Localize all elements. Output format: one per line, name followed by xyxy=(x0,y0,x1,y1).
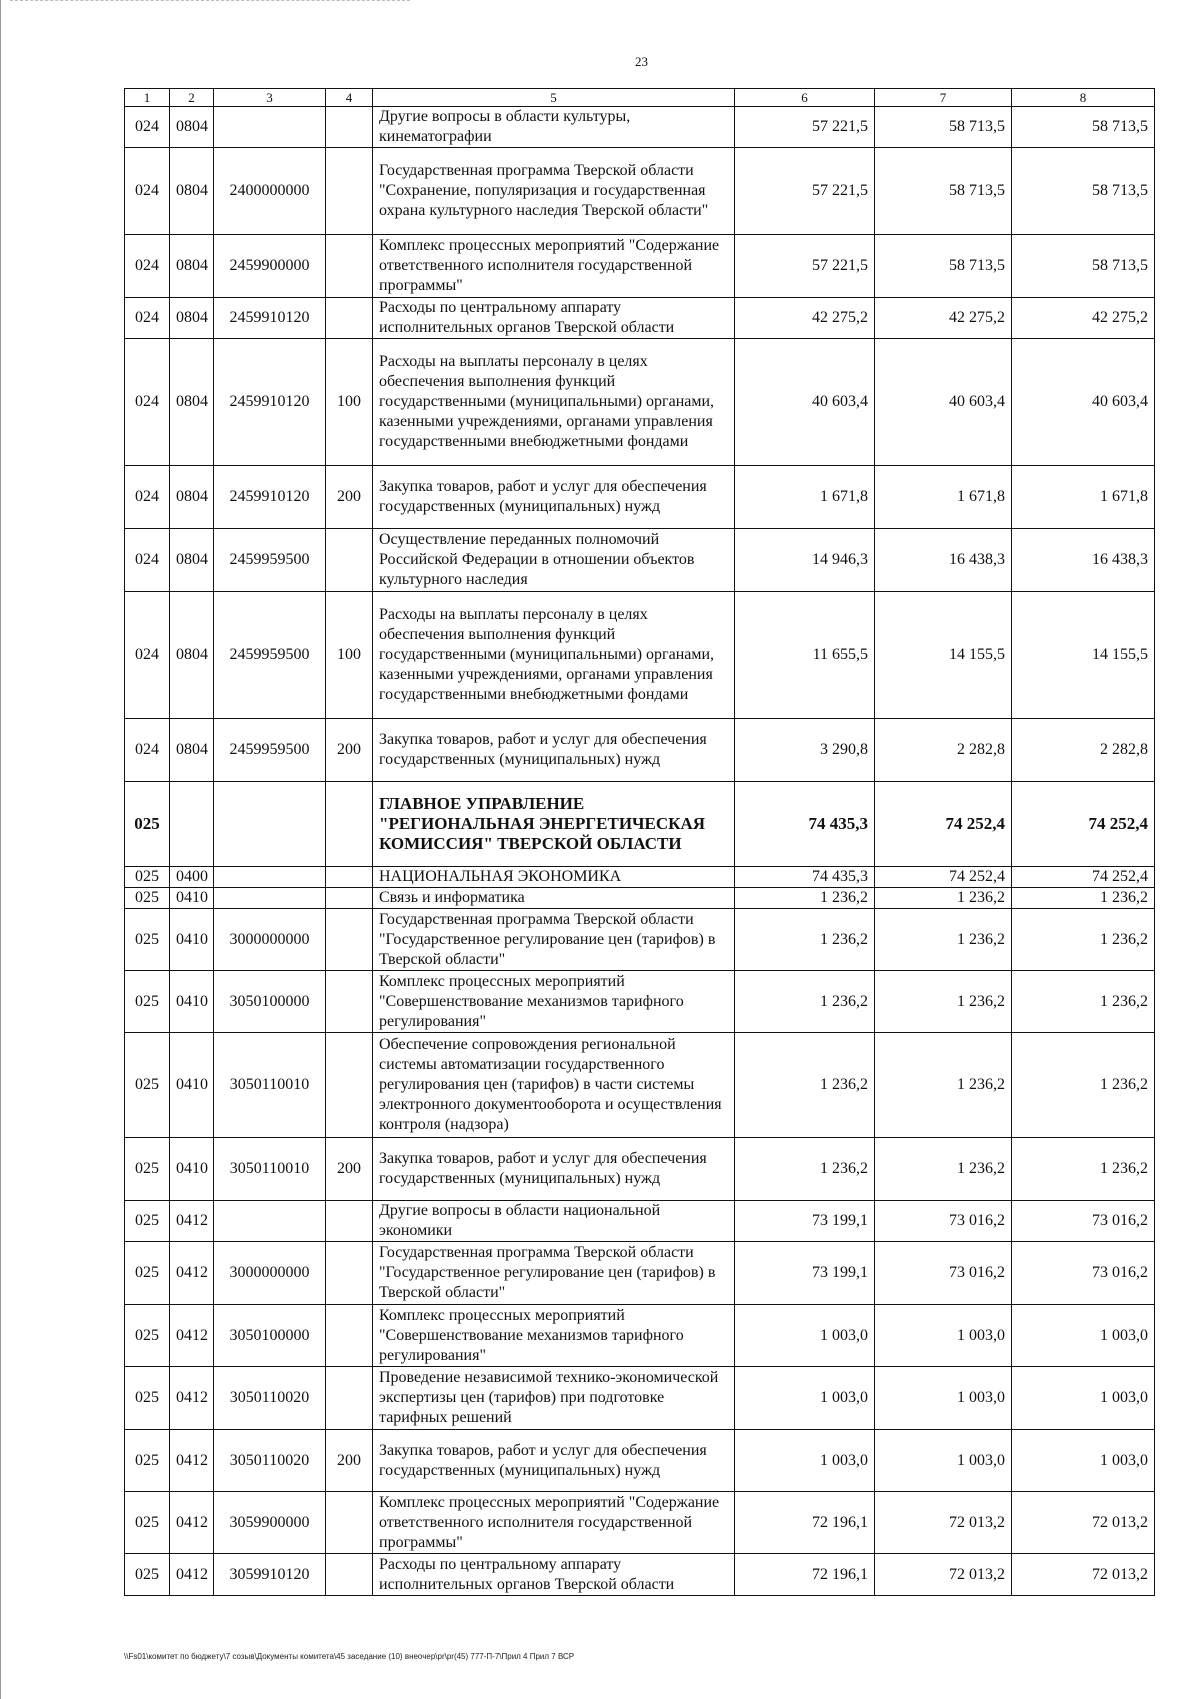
column-number-row xyxy=(125,89,1155,107)
amount-col7-cell: 1 003,0 xyxy=(875,1430,1012,1492)
target-article-cell: 2400000000 xyxy=(214,148,326,235)
expense-type-cell: 200 xyxy=(326,1430,373,1492)
expense-type-cell xyxy=(326,909,373,971)
target-article-cell: 3050100000 xyxy=(214,1305,326,1367)
expense-type-cell: 200 xyxy=(326,719,373,782)
table-row xyxy=(125,1430,1155,1492)
admin-code-cell: 025 xyxy=(125,888,170,909)
section-code-cell: 0400 xyxy=(170,867,214,888)
section-code-cell: 0412 xyxy=(170,1367,214,1430)
expense-type-cell xyxy=(326,1201,373,1242)
description-cell: Расходы по центральному аппарату исполнительных органов Тверской области xyxy=(373,298,735,339)
target-article-cell: 2459900000 xyxy=(214,235,326,298)
amount-col8-cell: 72 013,2 xyxy=(1012,1492,1155,1554)
target-article-cell: 3059910120 xyxy=(214,1554,326,1596)
target-article-cell: 2459910120 xyxy=(214,339,326,466)
amount-col8-cell: 1 236,2 xyxy=(1012,1033,1155,1138)
amount-col7-cell: 58 713,5 xyxy=(875,235,1012,298)
table-row xyxy=(125,1554,1155,1596)
amount-col8-cell: 16 438,3 xyxy=(1012,529,1155,592)
section-code-cell: 0804 xyxy=(170,339,214,466)
description-cell: Другие вопросы в области культуры, кинематографии xyxy=(373,107,735,148)
amount-col8-cell: 74 252,4 xyxy=(1012,782,1155,867)
expense-type-cell xyxy=(326,1305,373,1367)
scan-top-edge xyxy=(10,0,410,2)
description-cell: Расходы на выплаты персоналу в целях обеспечения выполнения функций государственными (муниципальными) органами, казенными учреждениями, органами управления государственными внебюджетными фондами xyxy=(373,339,735,466)
section-code-cell xyxy=(170,782,214,867)
amount-col7-cell: 16 438,3 xyxy=(875,529,1012,592)
table-row xyxy=(125,1305,1155,1367)
column-header: 5 xyxy=(373,89,735,107)
table-row xyxy=(125,888,1155,909)
description-cell: Закупка товаров, работ и услуг для обеспечения государственных (муниципальных) нужд xyxy=(373,719,735,782)
amount-col6-cell: 57 221,5 xyxy=(735,235,875,298)
expense-type-cell: 100 xyxy=(326,339,373,466)
amount-col6-cell: 1 236,2 xyxy=(735,909,875,971)
description-cell: Закупка товаров, работ и услуг для обеспечения государственных (муниципальных) нужд xyxy=(373,466,735,529)
table-row xyxy=(125,1242,1155,1305)
amount-col7-cell: 1 236,2 xyxy=(875,1033,1012,1138)
section-code-cell: 0804 xyxy=(170,107,214,148)
column-header: 6 xyxy=(735,89,875,107)
column-header: 8 xyxy=(1012,89,1155,107)
amount-col8-cell: 73 016,2 xyxy=(1012,1242,1155,1305)
expense-type-cell xyxy=(326,1367,373,1430)
admin-code-cell: 024 xyxy=(125,148,170,235)
table-row xyxy=(125,909,1155,971)
amount-col6-cell: 40 603,4 xyxy=(735,339,875,466)
table-row xyxy=(125,867,1155,888)
description-cell: Комплекс процессных мероприятий "Совершенствование механизмов тарифного регулирования" xyxy=(373,1305,735,1367)
amount-col7-cell: 73 016,2 xyxy=(875,1201,1012,1242)
description-cell: Государственная программа Тверской области "Сохранение, популяризация и государственная охрана культурного наследия Тверской области" xyxy=(373,148,735,235)
target-article-cell: 3050110010 xyxy=(214,1033,326,1138)
amount-col8-cell: 42 275,2 xyxy=(1012,298,1155,339)
target-article-cell: 3050100000 xyxy=(214,971,326,1033)
description-cell: ГЛАВНОЕ УПРАВЛЕНИЕ "РЕГИОНАЛЬНАЯ ЭНЕРГЕТИЧЕСКАЯ КОМИССИЯ" ТВЕРСКОЙ ОБЛАСТИ xyxy=(373,782,735,867)
table-row xyxy=(125,1201,1155,1242)
table-row xyxy=(125,1367,1155,1430)
amount-col6-cell: 1 003,0 xyxy=(735,1367,875,1430)
page-number: 23 xyxy=(635,54,648,69)
description-cell: Осуществление переданных полномочий Российской Федерации в отношении объектов культурного наследия xyxy=(373,529,735,592)
amount-col6-cell: 3 290,8 xyxy=(735,719,875,782)
admin-code-cell: 024 xyxy=(125,107,170,148)
amount-col7-cell: 72 013,2 xyxy=(875,1492,1012,1554)
table-body xyxy=(125,107,1155,1596)
amount-col6-cell: 57 221,5 xyxy=(735,148,875,235)
table-row xyxy=(125,107,1155,148)
amount-col8-cell: 14 155,5 xyxy=(1012,592,1155,719)
amount-col8-cell: 2 282,8 xyxy=(1012,719,1155,782)
column-header: 7 xyxy=(875,89,1012,107)
expense-type-cell xyxy=(326,867,373,888)
expense-type-cell xyxy=(326,529,373,592)
target-article-cell xyxy=(214,107,326,148)
section-code-cell: 0410 xyxy=(170,1033,214,1138)
description-cell: Государственная программа Тверской области "Государственное регулирование цен (тарифов) в Тверской области" xyxy=(373,909,735,971)
target-article-cell: 2459959500 xyxy=(214,719,326,782)
expense-type-cell: 100 xyxy=(326,592,373,719)
table-row xyxy=(125,1492,1155,1554)
amount-col6-cell: 1 671,8 xyxy=(735,466,875,529)
section-code-cell: 0410 xyxy=(170,1138,214,1201)
admin-code-cell: 025 xyxy=(125,1242,170,1305)
amount-col6-cell: 11 655,5 xyxy=(735,592,875,719)
table-row xyxy=(125,148,1155,235)
amount-col6-cell: 72 196,1 xyxy=(735,1492,875,1554)
amount-col7-cell: 1 236,2 xyxy=(875,971,1012,1033)
amount-col7-cell: 2 282,8 xyxy=(875,719,1012,782)
section-code-cell: 0412 xyxy=(170,1492,214,1554)
amount-col6-cell: 1 236,2 xyxy=(735,971,875,1033)
expense-type-cell xyxy=(326,1242,373,1305)
amount-col6-cell: 72 196,1 xyxy=(735,1554,875,1596)
target-article-cell xyxy=(214,867,326,888)
expense-type-cell xyxy=(326,782,373,867)
amount-col6-cell: 14 946,3 xyxy=(735,529,875,592)
target-article-cell: 3000000000 xyxy=(214,1242,326,1305)
amount-col8-cell: 1 236,2 xyxy=(1012,909,1155,971)
description-cell: Комплекс процессных мероприятий "Совершенствование механизмов тарифного регулирования" xyxy=(373,971,735,1033)
section-code-cell: 0804 xyxy=(170,298,214,339)
section-code-cell: 0804 xyxy=(170,719,214,782)
expense-type-cell xyxy=(326,298,373,339)
target-article-cell: 3050110020 xyxy=(214,1430,326,1492)
amount-col7-cell: 1 236,2 xyxy=(875,888,1012,909)
expense-type-cell xyxy=(326,1033,373,1138)
expense-type-cell xyxy=(326,1554,373,1596)
table-row xyxy=(125,1138,1155,1201)
target-article-cell: 3050110010 xyxy=(214,1138,326,1201)
target-article-cell: 2459959500 xyxy=(214,529,326,592)
table-row xyxy=(125,592,1155,719)
admin-code-cell: 024 xyxy=(125,592,170,719)
section-code-cell: 0410 xyxy=(170,971,214,1033)
table-row xyxy=(125,339,1155,466)
admin-code-cell: 024 xyxy=(125,339,170,466)
footer-file-path: \\Fs01\комитет по бюджету\7 созыв\Документы комитета\45 заседание (10) внеочер\pr\pr(45) 777-П-7\Прил 4 Прил 7 ВСР xyxy=(124,1652,575,1661)
column-header: 2 xyxy=(170,89,214,107)
section-code-cell: 0410 xyxy=(170,909,214,971)
amount-col7-cell: 1 003,0 xyxy=(875,1305,1012,1367)
section-code-cell: 0412 xyxy=(170,1554,214,1596)
section-code-cell: 0804 xyxy=(170,148,214,235)
section-code-cell: 0804 xyxy=(170,592,214,719)
amount-col8-cell: 1 236,2 xyxy=(1012,888,1155,909)
amount-col7-cell: 1 236,2 xyxy=(875,909,1012,971)
budget-table xyxy=(124,88,1155,1596)
target-article-cell: 3000000000 xyxy=(214,909,326,971)
admin-code-cell: 024 xyxy=(125,719,170,782)
description-cell: НАЦИОНАЛЬНАЯ ЭКОНОМИКА xyxy=(373,867,735,888)
expense-type-cell xyxy=(326,971,373,1033)
amount-col8-cell: 1 003,0 xyxy=(1012,1367,1155,1430)
amount-col7-cell: 58 713,5 xyxy=(875,107,1012,148)
expense-type-cell xyxy=(326,888,373,909)
amount-col6-cell: 57 221,5 xyxy=(735,107,875,148)
section-code-cell: 0412 xyxy=(170,1242,214,1305)
amount-col7-cell: 40 603,4 xyxy=(875,339,1012,466)
expense-type-cell xyxy=(326,148,373,235)
admin-code-cell: 025 xyxy=(125,1201,170,1242)
amount-col7-cell: 74 252,4 xyxy=(875,782,1012,867)
table-row xyxy=(125,529,1155,592)
amount-col8-cell: 74 252,4 xyxy=(1012,867,1155,888)
description-cell: Закупка товаров, работ и услуг для обеспечения государственных (муниципальных) нужд xyxy=(373,1430,735,1492)
amount-col8-cell: 1 671,8 xyxy=(1012,466,1155,529)
admin-code-cell: 025 xyxy=(125,1430,170,1492)
amount-col8-cell: 58 713,5 xyxy=(1012,235,1155,298)
admin-code-cell: 024 xyxy=(125,298,170,339)
description-cell: Другие вопросы в области национальной экономики xyxy=(373,1201,735,1242)
amount-col6-cell: 73 199,1 xyxy=(735,1242,875,1305)
amount-col6-cell: 1 003,0 xyxy=(735,1305,875,1367)
description-cell: Закупка товаров, работ и услуг для обеспечения государственных (муниципальных) нужд xyxy=(373,1138,735,1201)
amount-col7-cell: 1 671,8 xyxy=(875,466,1012,529)
admin-code-cell: 025 xyxy=(125,867,170,888)
amount-col8-cell: 1 003,0 xyxy=(1012,1430,1155,1492)
scan-left-edge xyxy=(0,0,1,1699)
amount-col6-cell: 1 236,2 xyxy=(735,1033,875,1138)
amount-col6-cell: 1 236,2 xyxy=(735,888,875,909)
amount-col8-cell: 73 016,2 xyxy=(1012,1201,1155,1242)
section-code-cell: 0412 xyxy=(170,1201,214,1242)
expense-type-cell xyxy=(326,235,373,298)
target-article-cell: 3050110020 xyxy=(214,1367,326,1430)
admin-code-cell: 025 xyxy=(125,1554,170,1596)
expense-type-cell xyxy=(326,107,373,148)
target-article-cell: 2459910120 xyxy=(214,298,326,339)
amount-col7-cell: 58 713,5 xyxy=(875,148,1012,235)
target-article-cell: 2459910120 xyxy=(214,466,326,529)
target-article-cell: 2459959500 xyxy=(214,592,326,719)
expense-type-cell: 200 xyxy=(326,1138,373,1201)
description-cell: Проведение независимой технико-экономической экспертизы цен (тарифов) при подготовке тарифных решений xyxy=(373,1367,735,1430)
amount-col7-cell: 72 013,2 xyxy=(875,1554,1012,1596)
admin-code-cell: 025 xyxy=(125,1138,170,1201)
table-row xyxy=(125,719,1155,782)
amount-col7-cell: 1 236,2 xyxy=(875,1138,1012,1201)
amount-col7-cell: 1 003,0 xyxy=(875,1367,1012,1430)
amount-col7-cell: 74 252,4 xyxy=(875,867,1012,888)
admin-code-cell: 024 xyxy=(125,466,170,529)
section-code-cell: 0412 xyxy=(170,1430,214,1492)
expense-type-cell: 200 xyxy=(326,466,373,529)
description-cell: Расходы по центральному аппарату исполнительных органов Тверской области xyxy=(373,1554,735,1596)
description-cell: Комплекс процессных мероприятий "Содержание ответственного исполнителя государственной программы" xyxy=(373,235,735,298)
target-article-cell xyxy=(214,782,326,867)
amount-col8-cell: 58 713,5 xyxy=(1012,148,1155,235)
table-row xyxy=(125,971,1155,1033)
section-code-cell: 0804 xyxy=(170,235,214,298)
description-cell: Государственная программа Тверской области "Государственное регулирование цен (тарифов) в Тверской области" xyxy=(373,1242,735,1305)
target-article-cell xyxy=(214,888,326,909)
admin-code-cell: 025 xyxy=(125,971,170,1033)
table-row xyxy=(125,466,1155,529)
admin-code-cell: 025 xyxy=(125,1033,170,1138)
section-code-cell: 0410 xyxy=(170,888,214,909)
admin-code-cell: 024 xyxy=(125,529,170,592)
admin-code-cell: 025 xyxy=(125,909,170,971)
amount-col8-cell: 58 713,5 xyxy=(1012,107,1155,148)
amount-col7-cell: 73 016,2 xyxy=(875,1242,1012,1305)
amount-col6-cell: 1 003,0 xyxy=(735,1430,875,1492)
description-cell: Связь и информатика xyxy=(373,888,735,909)
admin-code-cell: 025 xyxy=(125,1492,170,1554)
admin-code-cell: 024 xyxy=(125,235,170,298)
target-article-cell xyxy=(214,1201,326,1242)
amount-col8-cell: 1 236,2 xyxy=(1012,971,1155,1033)
table-row xyxy=(125,782,1155,867)
expense-type-cell xyxy=(326,1492,373,1554)
amount-col7-cell: 42 275,2 xyxy=(875,298,1012,339)
amount-col6-cell: 73 199,1 xyxy=(735,1201,875,1242)
admin-code-cell: 025 xyxy=(125,1367,170,1430)
description-cell: Комплекс процессных мероприятий "Содержание ответственного исполнителя государственной программы" xyxy=(373,1492,735,1554)
section-code-cell: 0804 xyxy=(170,466,214,529)
column-header: 4 xyxy=(326,89,373,107)
table-row xyxy=(125,298,1155,339)
amount-col8-cell: 72 013,2 xyxy=(1012,1554,1155,1596)
admin-code-cell: 025 xyxy=(125,782,170,867)
amount-col8-cell: 1 003,0 xyxy=(1012,1305,1155,1367)
column-header: 1 xyxy=(125,89,170,107)
description-cell: Обеспечение сопровождения региональной системы автоматизации государственного регулирования цен (тарифов) в части системы электронного документооборота и осуществления контроля (надзора) xyxy=(373,1033,735,1138)
amount-col6-cell: 1 236,2 xyxy=(735,1138,875,1201)
amount-col6-cell: 42 275,2 xyxy=(735,298,875,339)
amount-col6-cell: 74 435,3 xyxy=(735,867,875,888)
admin-code-cell: 025 xyxy=(125,1305,170,1367)
amount-col6-cell: 74 435,3 xyxy=(735,782,875,867)
amount-col8-cell: 1 236,2 xyxy=(1012,1138,1155,1201)
amount-col7-cell: 14 155,5 xyxy=(875,592,1012,719)
column-header: 3 xyxy=(214,89,326,107)
description-cell: Расходы на выплаты персоналу в целях обеспечения выполнения функций государственными (муниципальными) органами, казенными учреждениями, органами управления государственными внебюджетными фондами xyxy=(373,592,735,719)
amount-col8-cell: 40 603,4 xyxy=(1012,339,1155,466)
section-code-cell: 0412 xyxy=(170,1305,214,1367)
target-article-cell: 3059900000 xyxy=(214,1492,326,1554)
section-code-cell: 0804 xyxy=(170,529,214,592)
table-row xyxy=(125,1033,1155,1138)
table-row xyxy=(125,235,1155,298)
